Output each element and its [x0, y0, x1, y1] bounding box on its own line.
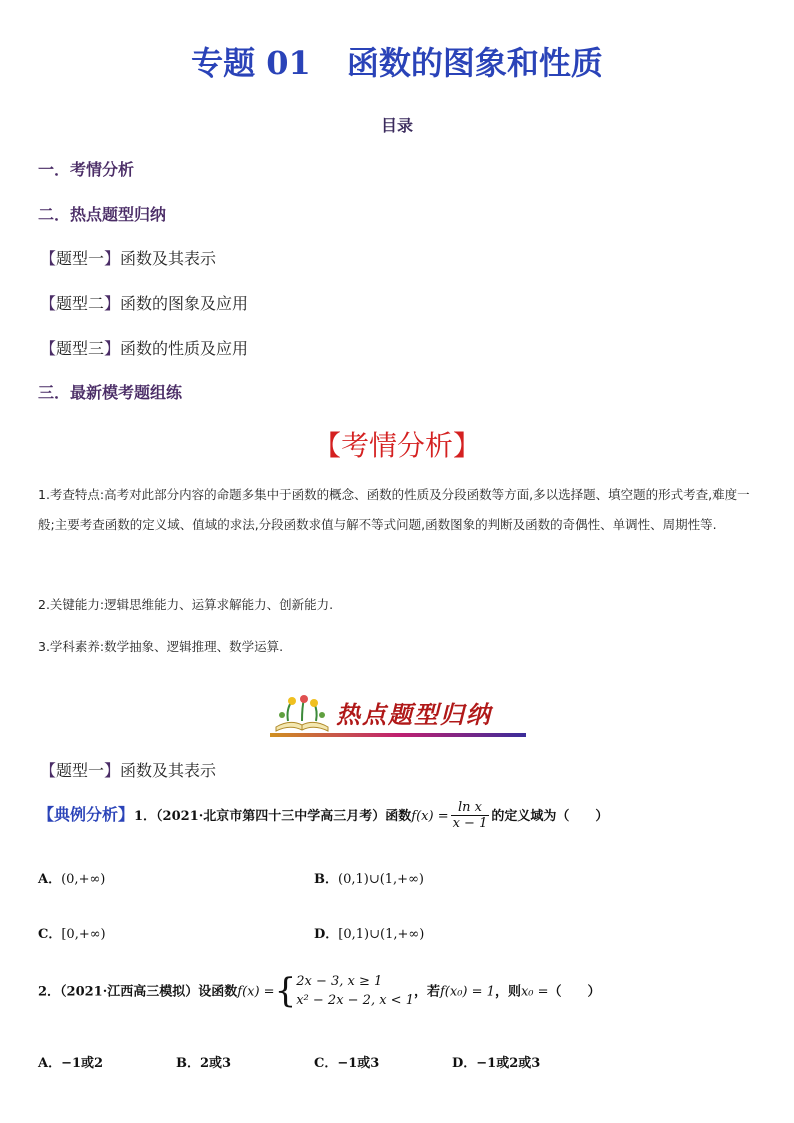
question-2-mid2: ，则 — [494, 984, 521, 1000]
option-value: −1或3 — [337, 1056, 380, 1071]
title-main: 函数的图象和性质 — [346, 44, 603, 82]
fraction-denominator: x − 1 — [452, 816, 488, 831]
question-2-variable: x₀ = — [520, 984, 549, 1000]
analysis-paragraph-1: 1.考查特点:高考对此部分内容的命题多集中于函数的概念、函数的性质及分段函数等方面,多以选择题、填空题的形式考查,难度一般;主要考查函数的定义域、值域的求法,分段函数求值与解不等式问题,函数图象的判断及函数的奇偶性、单调性、周期性等. — [38, 487, 750, 532]
option-key: A． — [38, 872, 62, 887]
question-2-mid: ，若 — [413, 984, 440, 1000]
toc-type-3-text: 函数的性质及应用 — [120, 339, 249, 358]
q1-option-b[interactable] — [314, 868, 424, 887]
toc-type-2[interactable]: 【题型二】函数的图象及应用 — [40, 294, 249, 313]
open-book-flowers-icon — [270, 693, 334, 733]
question-2 — [38, 972, 768, 1010]
q2-option-a[interactable] — [38, 1052, 103, 1071]
option-value: [0,1)∪(1,+∞) — [338, 927, 425, 942]
question-1-fraction — [451, 800, 490, 831]
hot-topics-banner-text: 热点题型归纳 — [336, 700, 492, 729]
q1-option-d[interactable] — [314, 923, 424, 942]
option-value: 2或3 — [200, 1056, 232, 1071]
toc-type-2-text: 函数的图象及应用 — [120, 294, 249, 313]
fraction-numerator: ln x — [451, 800, 490, 816]
analysis-paragraph-3: 3.学科素养:数学抽象、逻辑推理、数学运算. — [38, 639, 284, 654]
toc-type-1-text: 函数及其表示 — [120, 249, 217, 268]
analysis-paragraph-2: 2.关键能力:逻辑思维能力、运算求解能力、创新能力. — [38, 597, 334, 612]
case-1: 2x − 3, x ≥ 1 — [296, 974, 383, 989]
toc-type-1[interactable]: 【题型一】函数及其表示 — [40, 249, 217, 268]
option-value: [0,+∞) — [61, 927, 106, 942]
type-1-label: 题型一 — [56, 761, 105, 780]
brace-symbol: { — [274, 971, 297, 1011]
question-2-stem: 2．（2021·江西高三模拟）设函数 — [38, 984, 238, 1000]
option-value: −1或2或3 — [476, 1056, 541, 1071]
option-value: −1或2 — [61, 1056, 104, 1071]
toc-section-3[interactable]: 三．最新模考题组练 — [38, 383, 183, 402]
case-2: x² − 2x − 2, x < 1 — [296, 993, 414, 1008]
title-prefix: 专题 01 — [191, 44, 311, 82]
toc-type-3[interactable]: 【题型三】函数的性质及应用 — [40, 339, 249, 358]
option-value: (0,1)∪(1,+∞) — [338, 872, 424, 887]
q2-option-c[interactable] — [314, 1052, 379, 1071]
banner-underline — [270, 733, 526, 737]
piecewise-cases — [296, 972, 414, 1010]
toc-section-1[interactable]: 一．考情分析 — [38, 160, 135, 179]
toc-type-3-label: 题型三 — [56, 339, 105, 358]
analysis-banner: 【考情分析】 — [312, 429, 481, 462]
question-1 — [38, 800, 768, 831]
type-1-text: 函数及其表示 — [120, 761, 217, 780]
question-2-func: f(x) = — [237, 984, 275, 1000]
q2-option-d[interactable] — [452, 1052, 540, 1071]
toc-type-2-label: 题型二 — [56, 294, 105, 313]
question-1-stem: 1．（2021·北京市第四十三中学高三月考）函数 — [134, 809, 412, 824]
q1-option-a[interactable] — [38, 868, 105, 887]
question-2-condition: f(x₀) = 1 — [440, 984, 495, 1000]
option-key: B． — [176, 1056, 200, 1071]
option-key: A． — [38, 1056, 62, 1071]
toc-section-2[interactable]: 二．热点题型归纳 — [38, 205, 167, 224]
q2-option-b[interactable] — [176, 1052, 231, 1071]
option-value: (0,+∞) — [61, 872, 106, 887]
q1-option-c[interactable] — [38, 923, 106, 942]
question-2-tail: （ ） — [548, 984, 601, 1000]
option-key: D． — [314, 927, 339, 942]
option-key: D． — [452, 1056, 477, 1071]
hot-topics-banner — [270, 693, 526, 739]
question-1-func: f(x) = — [411, 809, 449, 824]
option-key: B． — [314, 872, 338, 887]
question-1-tail: 的定义域为（ ） — [491, 809, 609, 824]
option-key: C． — [38, 927, 62, 942]
toc-heading: 目录 — [380, 116, 413, 135]
option-key: C． — [314, 1056, 338, 1071]
type-1-heading: 【题型一】函数及其表示 — [40, 761, 217, 780]
toc-type-1-label: 题型一 — [56, 249, 105, 268]
page-title — [0, 38, 794, 84]
example-tag: 【典例分析】 — [38, 805, 135, 824]
